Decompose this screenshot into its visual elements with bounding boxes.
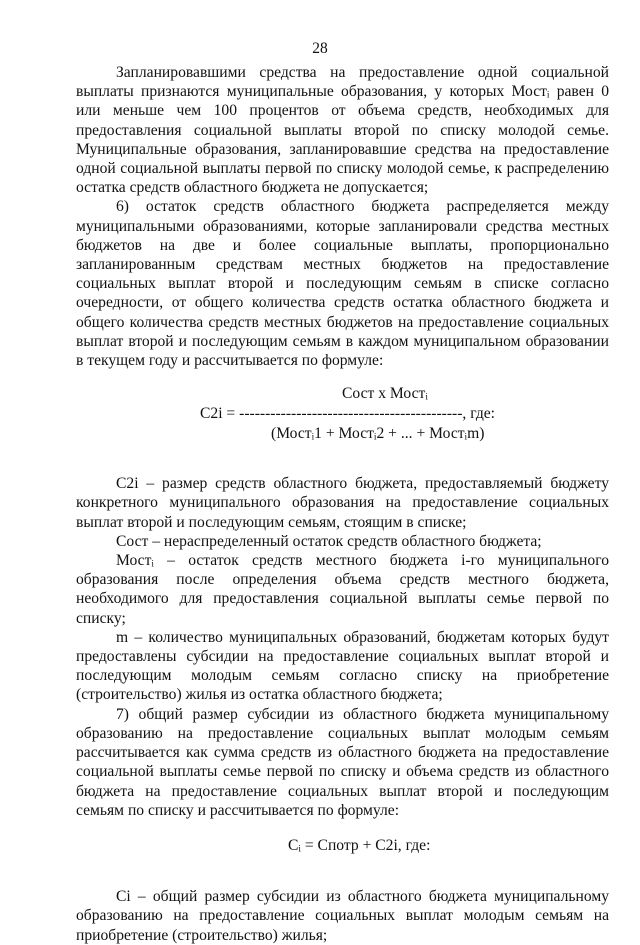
definition-m: m – количество муниципальных образований, бюджетам которых будут предоставлены субсидии на предоставление социальных выплат второй и последующим молодым семьям согласно списку на приобретение (строительство) жилья из остатка областного бюджета; [76,628,609,704]
definition-most: Мостᵢ – остаток средств местного бюджета i-го муниципального образования после определения объема средств местного бюджета, необходимого для предоставления социальной выплаты семье первой по списку; [76,552,609,627]
paragraph-item-6: 6) остаток средств областного бюджета распределяется между муниципальными образованиями, которые запланировали средства местных бюджетов на две и более социальные выплаты, пропорционально запланированным средствам местных бюджетов на предоставление социальных выплат второй и последующим семьям в списке согласно очередности, от общего количества средств остатка областного бюджета и общего количества средств местных бюджетов на предоставление социальных выплат второй и последующим семьям в каждом муниципальном образовании в текущем году и рассчитывается по формуле: [76,198,609,370]
document-body [76,63,609,945]
formula-denominator: (Мостᵢ1 + Мостᵢ2 + ... + Мостᵢm) [271,425,485,443]
paragraph-item-7: 7) общий размер субсидии из областного бюджета муниципальному образованию на предоставление социальных выплат молодым семьям рассчитывается как сумма средств из областного бюджета на предоставление социальной выплаты семье первой по списку и объема средств из областного бюджета на предоставление социальных выплат второй и последующим семьям по списку и рассчитывается по формуле: [76,705,609,819]
formula-fraction-line: С2i = -------------------------------------------, где: [200,405,496,423]
page-number: 28 [312,40,328,57]
formula-ci: Сᵢ = Спотр + С2i, где: [288,836,431,854]
paragraph-intro: Запланировавшими средства на предоставление одной социальной выплаты признаются муниципальные образования, у которых Мостᵢ равен 0 или меньше чем 100 процентов от объема средств, необходимых для предоставления социальной выплаты второй по списку молодой семье. Муниципальные образования, запланировавшие средства на предоставление одной социальной выплаты первой по списку молодой семье, к распределению остатка средств областного бюджета не допускается; [76,64,609,197]
formula-c2i [76,384,609,444]
formula-numerator: Сост х Мостᵢ [342,385,428,403]
definition-c2i: С2i – размер средств областного бюджета, предоставляемый бюджету конкретного муниципального образования на предоставление социальных выплат второй и последующим семьям, стоящим в списке; [76,475,609,531]
definition-ci: Сi – общий размер субсидии из областного бюджета муниципальному образованию на предоставление социальных выплат молодым семьям на приобретение (строительство) жилья; [76,888,609,944]
definition-sost: Сост – нераспределенный остаток средств областного бюджета; [116,532,542,550]
